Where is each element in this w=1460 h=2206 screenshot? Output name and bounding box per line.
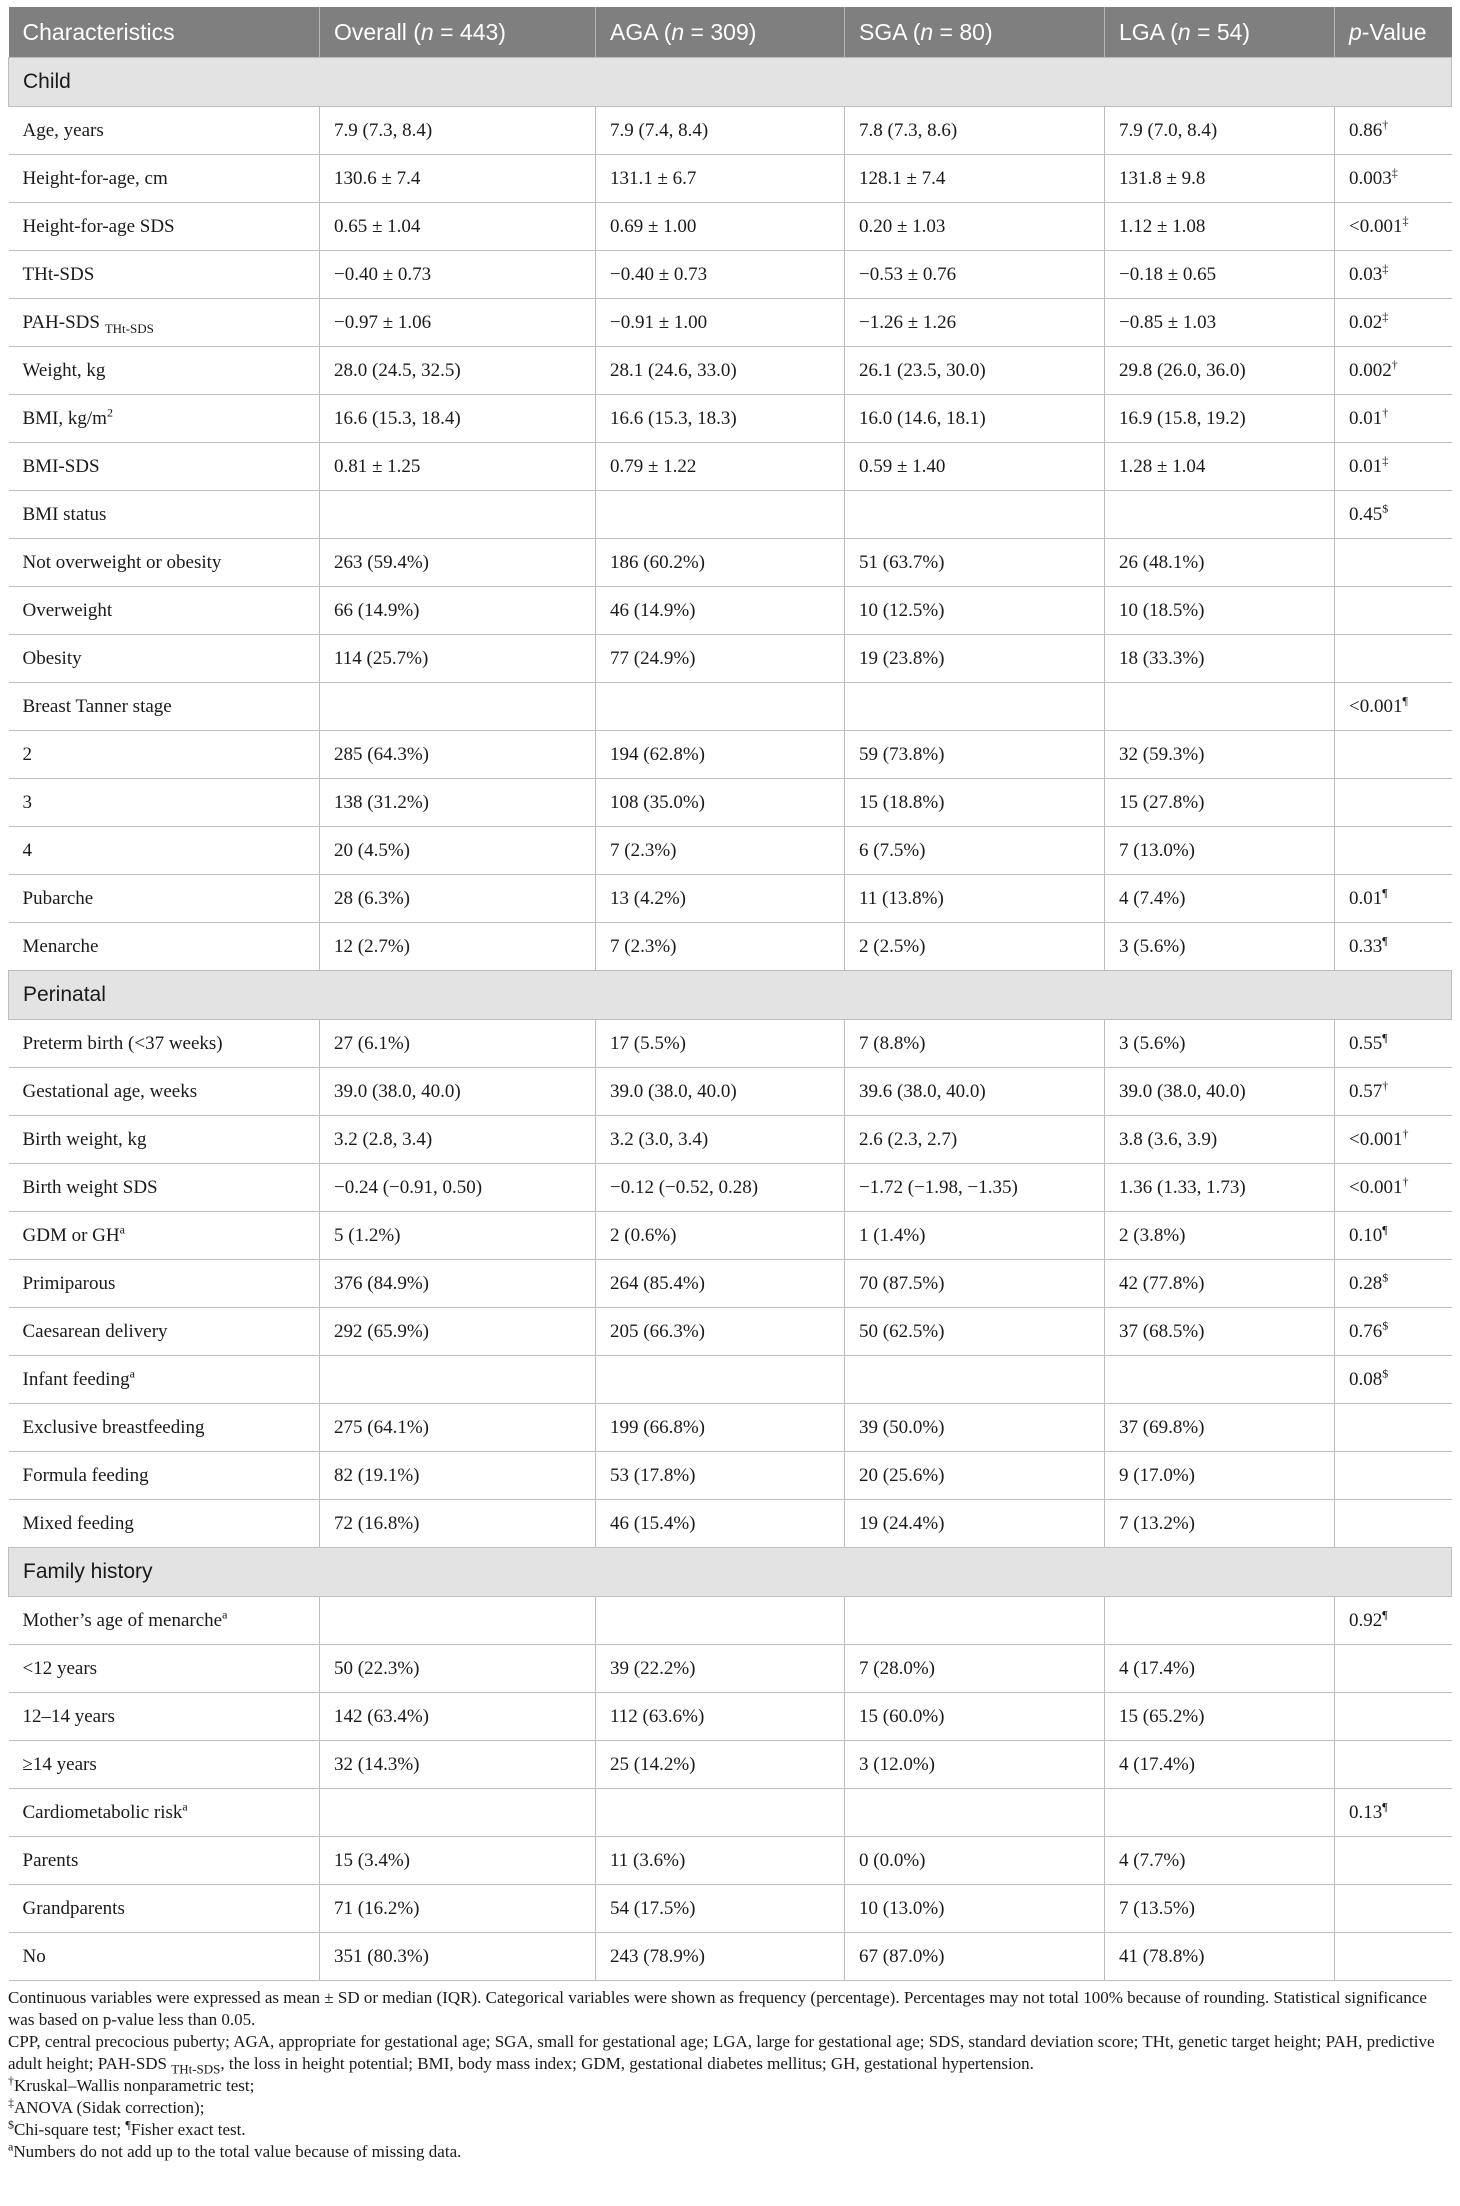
cell-p-value: 0.002†: [1335, 347, 1452, 395]
cell-lga: [1105, 1597, 1335, 1645]
cell-aga: 28.1 (24.6, 33.0): [596, 347, 845, 395]
row-label: ≥14 years: [9, 1741, 320, 1789]
cell-aga: 2 (0.6%): [596, 1212, 845, 1260]
cell-p-value: [1335, 1404, 1452, 1452]
cell-overall: 142 (63.4%): [320, 1693, 596, 1741]
cell-sga: 50 (62.5%): [845, 1308, 1105, 1356]
cell-overall: −0.97 ± 1.06: [320, 299, 596, 347]
cell-lga: 2 (3.8%): [1105, 1212, 1335, 1260]
cell-lga: 3 (5.6%): [1105, 1020, 1335, 1068]
cell-lga: 4 (17.4%): [1105, 1645, 1335, 1693]
cell-sga: [845, 1597, 1105, 1645]
cell-sga: [845, 491, 1105, 539]
table-row: [9, 1645, 1452, 1693]
footnote-missing-data: $^a$Numbers do not add up to the total value because of missing data.: [8, 2139, 462, 2161]
row-label: Grandparents: [9, 1885, 320, 1933]
header-aga: AGA (n = 309): [596, 7, 845, 58]
cell-aga: −0.12 (−0.52, 0.28): [596, 1164, 845, 1212]
cell-overall: 0.65 ± 1.04: [320, 203, 596, 251]
cell-sga: 3 (12.0%): [845, 1741, 1105, 1789]
cell-overall: 285 (64.3%): [320, 731, 596, 779]
cell-lga: 1.12 ± 1.08: [1105, 203, 1335, 251]
cell-aga: 205 (66.3%): [596, 1308, 845, 1356]
cell-aga: [596, 1356, 845, 1404]
table-row: [9, 1789, 1452, 1837]
cell-aga: [596, 1597, 845, 1645]
cell-overall: 71 (16.2%): [320, 1885, 596, 1933]
row-label: BMI status: [9, 491, 320, 539]
cell-aga: 243 (78.9%): [596, 1933, 845, 1981]
cell-lga: 7 (13.2%): [1105, 1500, 1335, 1548]
row-label: Birth weight SDS: [9, 1164, 320, 1212]
cell-p-value: 0.76$: [1335, 1308, 1452, 1356]
cell-aga: 131.1 ± 6.7: [596, 155, 845, 203]
cell-overall: 27 (6.1%): [320, 1020, 596, 1068]
cell-sga: [845, 683, 1105, 731]
cell-p-value: 0.45$: [1335, 491, 1452, 539]
table-row: [9, 1452, 1452, 1500]
cell-aga: 11 (3.6%): [596, 1837, 845, 1885]
cell-sga: 59 (73.8%): [845, 731, 1105, 779]
cell-lga: 7 (13.0%): [1105, 827, 1335, 875]
cell-lga: 41 (78.8%): [1105, 1933, 1335, 1981]
cell-aga: −0.40 ± 0.73: [596, 251, 845, 299]
row-label: Parents: [9, 1837, 320, 1885]
cell-p-value: 0.28$: [1335, 1260, 1452, 1308]
cell-sga: −0.53 ± 0.76: [845, 251, 1105, 299]
row-label: Gestational age, weeks: [9, 1068, 320, 1116]
cell-lga: 4 (17.4%): [1105, 1741, 1335, 1789]
cell-aga: 17 (5.5%): [596, 1020, 845, 1068]
table-row: [9, 155, 1452, 203]
cell-lga: 1.28 ± 1.04: [1105, 443, 1335, 491]
cell-sga: 0.59 ± 1.40: [845, 443, 1105, 491]
table-row: [9, 443, 1452, 491]
footnote-description: Continuous variables were expressed as mean ± SD or median (IQR). Categorical variables were shown as frequency (percentage). Percentages may not total 100% because of rounding. Statistical significance was based on p-value less than 0.05.: [8, 1988, 1427, 2029]
table-row: [9, 1020, 1452, 1068]
cell-p-value: [1335, 1693, 1452, 1741]
cell-sga: 15 (60.0%): [845, 1693, 1105, 1741]
cell-sga: 39 (50.0%): [845, 1404, 1105, 1452]
cell-lga: 7.9 (7.0, 8.4): [1105, 107, 1335, 155]
header-characteristics: Characteristics: [9, 7, 320, 58]
row-label: 4: [9, 827, 320, 875]
cell-aga: 186 (60.2%): [596, 539, 845, 587]
table-row: [9, 1741, 1452, 1789]
cell-lga: 37 (69.8%): [1105, 1404, 1335, 1452]
cell-overall: −0.40 ± 0.73: [320, 251, 596, 299]
table-row: [9, 587, 1452, 635]
cell-aga: −0.91 ± 1.00: [596, 299, 845, 347]
cell-overall: 32 (14.3%): [320, 1741, 596, 1789]
row-label: 3: [9, 779, 320, 827]
cell-overall: 275 (64.1%): [320, 1404, 596, 1452]
cell-aga: 54 (17.5%): [596, 1885, 845, 1933]
cell-overall: −0.24 (−0.91, 0.50): [320, 1164, 596, 1212]
cell-sga: −1.72 (−1.98, −1.35): [845, 1164, 1105, 1212]
table-row: [9, 251, 1452, 299]
row-label: Mother’s age of menarche$^a$: [9, 1597, 320, 1645]
table-row: [9, 1837, 1452, 1885]
row-label: Not overweight or obesity: [9, 539, 320, 587]
cell-p-value: <0.001†: [1335, 1116, 1452, 1164]
row-label: Birth weight, kg: [9, 1116, 320, 1164]
cell-lga: 1.36 (1.33, 1.73): [1105, 1164, 1335, 1212]
cell-p-value: 0.01‡: [1335, 443, 1452, 491]
cell-sga: 70 (87.5%): [845, 1260, 1105, 1308]
cell-overall: [320, 491, 596, 539]
row-label: GDM or $GH^a$: [9, 1212, 320, 1260]
cell-lga: 32 (59.3%): [1105, 731, 1335, 779]
table-row: [9, 875, 1452, 923]
cell-p-value: [1335, 1645, 1452, 1693]
table-row: [9, 299, 1452, 347]
cell-sga: 19 (24.4%): [845, 1500, 1105, 1548]
cell-p-value: 0.33¶: [1335, 923, 1452, 971]
cell-overall: 0.81 ± 1.25: [320, 443, 596, 491]
cell-overall: [320, 1789, 596, 1837]
cell-p-value: 0.02‡: [1335, 299, 1452, 347]
cell-lga: −0.18 ± 0.65: [1105, 251, 1335, 299]
cell-sga: 7 (28.0%): [845, 1645, 1105, 1693]
cell-aga: 3.2 (3.0, 3.4): [596, 1116, 845, 1164]
cell-lga: 9 (17.0%): [1105, 1452, 1335, 1500]
cell-lga: 131.8 ± 9.8: [1105, 155, 1335, 203]
cell-overall: [320, 683, 596, 731]
cell-overall: 263 (59.4%): [320, 539, 596, 587]
cell-lga: 26 (48.1%): [1105, 539, 1335, 587]
table-footnotes: [8, 1987, 1451, 2163]
row-label: THt-SDS: [9, 251, 320, 299]
cell-sga: 128.1 ± 7.4: [845, 155, 1105, 203]
row-label: 12–14 years: [9, 1693, 320, 1741]
table-row: [9, 1164, 1452, 1212]
cell-lga: 37 (68.5%): [1105, 1308, 1335, 1356]
cell-overall: 66 (14.9%): [320, 587, 596, 635]
cell-lga: 29.8 (26.0, 36.0): [1105, 347, 1335, 395]
cell-overall: 7.9 (7.3, 8.4): [320, 107, 596, 155]
cell-aga: 0.79 ± 1.22: [596, 443, 845, 491]
table-row: [9, 923, 1452, 971]
cell-aga: 194 (62.8%): [596, 731, 845, 779]
cell-aga: 46 (14.9%): [596, 587, 845, 635]
cell-p-value: 0.13¶: [1335, 1789, 1452, 1837]
cell-aga: 46 (15.4%): [596, 1500, 845, 1548]
row-label: Mixed feeding: [9, 1500, 320, 1548]
cell-lga: 3.8 (3.6, 3.9): [1105, 1116, 1335, 1164]
section-child-row: [9, 58, 1452, 107]
footnote-kruskal-wallis: †Kruskal–Wallis nonparametric test;: [8, 2073, 255, 2095]
row-label: Preterm birth (<37 weeks): [9, 1020, 320, 1068]
cell-aga: [596, 1789, 845, 1837]
table-row: [9, 1212, 1452, 1260]
table-row: [9, 1933, 1452, 1981]
cell-p-value: [1335, 1741, 1452, 1789]
table-row: [9, 539, 1452, 587]
cell-overall: 28 (6.3%): [320, 875, 596, 923]
cell-p-value: 0.55¶: [1335, 1020, 1452, 1068]
cell-lga: 39.0 (38.0, 40.0): [1105, 1068, 1335, 1116]
cell-p-value: 0.08$: [1335, 1356, 1452, 1404]
cell-overall: 3.2 (2.8, 3.4): [320, 1116, 596, 1164]
section-perinatal: Perinatal: [9, 971, 1452, 1020]
cell-overall: 39.0 (38.0, 40.0): [320, 1068, 596, 1116]
cell-lga: 15 (27.8%): [1105, 779, 1335, 827]
row-label: Caesarean delivery: [9, 1308, 320, 1356]
cell-aga: 7 (2.3%): [596, 923, 845, 971]
cell-sga: 7.8 (7.3, 8.6): [845, 107, 1105, 155]
cell-aga: 25 (14.2%): [596, 1741, 845, 1789]
row-label: Overweight: [9, 587, 320, 635]
row-label: Menarche: [9, 923, 320, 971]
cell-overall: 138 (31.2%): [320, 779, 596, 827]
cell-sga: 20 (25.6%): [845, 1452, 1105, 1500]
cell-lga: −0.85 ± 1.03: [1105, 299, 1335, 347]
cell-lga: 4 (7.4%): [1105, 875, 1335, 923]
cell-p-value: <0.001¶: [1335, 683, 1452, 731]
section-child: Child: [9, 58, 1452, 107]
cell-sga: 2.6 (2.3, 2.7): [845, 1116, 1105, 1164]
row-label: 2: [9, 731, 320, 779]
cell-lga: [1105, 683, 1335, 731]
header-sga: SGA (n = 80): [845, 7, 1105, 58]
cell-p-value: 0.86†: [1335, 107, 1452, 155]
cell-sga: 67 (87.0%): [845, 1933, 1105, 1981]
cell-p-value: 0.01¶: [1335, 875, 1452, 923]
table-row: [9, 347, 1452, 395]
cell-p-value: [1335, 1837, 1452, 1885]
cell-aga: 7 (2.3%): [596, 827, 845, 875]
cell-overall: 28.0 (24.5, 32.5): [320, 347, 596, 395]
row-label: <12 years: [9, 1645, 320, 1693]
cell-sga: 16.0 (14.6, 18.1): [845, 395, 1105, 443]
cell-p-value: [1335, 587, 1452, 635]
cell-sga: 6 (7.5%): [845, 827, 1105, 875]
cell-sga: 11 (13.8%): [845, 875, 1105, 923]
cell-p-value: 0.003‡: [1335, 155, 1452, 203]
cell-lga: 42 (77.8%): [1105, 1260, 1335, 1308]
table-row: [9, 731, 1452, 779]
header-lga: LGA (n = 54): [1105, 7, 1335, 58]
cell-aga: 264 (85.4%): [596, 1260, 845, 1308]
cell-p-value: [1335, 827, 1452, 875]
cell-aga: 112 (63.6%): [596, 1693, 845, 1741]
cell-sga: 7 (8.8%): [845, 1020, 1105, 1068]
cell-p-value: <0.001‡: [1335, 203, 1452, 251]
cell-p-value: <0.001†: [1335, 1164, 1452, 1212]
header-overall: Overall (n = 443): [320, 7, 596, 58]
cell-aga: 39 (22.2%): [596, 1645, 845, 1693]
table-row: [9, 827, 1452, 875]
row-label: BMI, $kg/m^2$: [9, 395, 320, 443]
cell-sga: 10 (12.5%): [845, 587, 1105, 635]
table-row: [9, 203, 1452, 251]
table-row: [9, 1500, 1452, 1548]
cell-overall: 351 (80.3%): [320, 1933, 596, 1981]
cell-overall: 114 (25.7%): [320, 635, 596, 683]
cell-p-value: [1335, 1452, 1452, 1500]
header-row: [9, 7, 1452, 58]
table-row: [9, 1404, 1452, 1452]
row-label: Weight, kg: [9, 347, 320, 395]
cell-p-value: [1335, 635, 1452, 683]
cell-aga: 0.69 ± 1.00: [596, 203, 845, 251]
cell-p-value: 0.01†: [1335, 395, 1452, 443]
section-family-history: Family history: [9, 1548, 1452, 1597]
cell-overall: 5 (1.2%): [320, 1212, 596, 1260]
table-row: [9, 1693, 1452, 1741]
cell-aga: 13 (4.2%): [596, 875, 845, 923]
cell-sga: 15 (18.8%): [845, 779, 1105, 827]
table-row: [9, 683, 1452, 731]
row-label: PAH-SDS $_{THt-SDS}$: [9, 299, 320, 347]
cell-sga: 1 (1.4%): [845, 1212, 1105, 1260]
footnote-tests: $Chi-square test; ¶Fisher exact test.: [8, 2117, 246, 2139]
table-row: [9, 1356, 1452, 1404]
cell-sga: 10 (13.0%): [845, 1885, 1105, 1933]
table-container: [8, 7, 1451, 2163]
cell-sga: 39.6 (38.0, 40.0): [845, 1068, 1105, 1116]
cell-sga: [845, 1356, 1105, 1404]
cell-aga: 108 (35.0%): [596, 779, 845, 827]
cell-lga: 18 (33.3%): [1105, 635, 1335, 683]
cell-overall: 15 (3.4%): [320, 1837, 596, 1885]
cell-lga: [1105, 1356, 1335, 1404]
cell-p-value: 0.92¶: [1335, 1597, 1452, 1645]
row-label: No: [9, 1933, 320, 1981]
cell-overall: [320, 1597, 596, 1645]
cell-overall: [320, 1356, 596, 1404]
cell-overall: 50 (22.3%): [320, 1645, 596, 1693]
table-row: [9, 1260, 1452, 1308]
row-label: Age, years: [9, 107, 320, 155]
cell-overall: 82 (19.1%): [320, 1452, 596, 1500]
table-row: [9, 395, 1452, 443]
table-row: [9, 1308, 1452, 1356]
cell-p-value: [1335, 1933, 1452, 1981]
row-label: Height-for-age SDS: [9, 203, 320, 251]
table-row: [9, 779, 1452, 827]
cell-aga: [596, 491, 845, 539]
cell-sga: −1.26 ± 1.26: [845, 299, 1105, 347]
row-label: Height-for-age, cm: [9, 155, 320, 203]
cell-p-value: 0.57†: [1335, 1068, 1452, 1116]
cell-sga: [845, 1789, 1105, 1837]
cell-lga: 3 (5.6%): [1105, 923, 1335, 971]
cell-lga: [1105, 1789, 1335, 1837]
cell-sga: 2 (2.5%): [845, 923, 1105, 971]
header-p-value: p-Value: [1335, 7, 1452, 58]
cell-p-value: [1335, 731, 1452, 779]
cell-aga: 77 (24.9%): [596, 635, 845, 683]
cell-lga: 15 (65.2%): [1105, 1693, 1335, 1741]
characteristics-table: [8, 7, 1452, 1981]
table-row: [9, 1597, 1452, 1645]
footnote-anova: ‡ANOVA (Sidak correction);: [8, 2095, 205, 2117]
cell-p-value: [1335, 539, 1452, 587]
row-label: Formula feeding: [9, 1452, 320, 1500]
cell-aga: [596, 683, 845, 731]
row-label: Exclusive breastfeeding: [9, 1404, 320, 1452]
cell-p-value: 0.10¶: [1335, 1212, 1452, 1260]
cell-lga: 16.9 (15.8, 19.2): [1105, 395, 1335, 443]
cell-overall: 72 (16.8%): [320, 1500, 596, 1548]
row-label: Breast Tanner stage: [9, 683, 320, 731]
cell-overall: 292 (65.9%): [320, 1308, 596, 1356]
row-label: Obesity: [9, 635, 320, 683]
cell-p-value: [1335, 1500, 1452, 1548]
table-row: [9, 1116, 1452, 1164]
cell-overall: 16.6 (15.3, 18.4): [320, 395, 596, 443]
row-label: Infant feeding$^a$: [9, 1356, 320, 1404]
cell-aga: 39.0 (38.0, 40.0): [596, 1068, 845, 1116]
cell-aga: 53 (17.8%): [596, 1452, 845, 1500]
cell-p-value: [1335, 779, 1452, 827]
cell-lga: 10 (18.5%): [1105, 587, 1335, 635]
table-row: [9, 1068, 1452, 1116]
row-label: Primiparous: [9, 1260, 320, 1308]
table-row: [9, 107, 1452, 155]
cell-sga: 26.1 (23.5, 30.0): [845, 347, 1105, 395]
cell-overall: 376 (84.9%): [320, 1260, 596, 1308]
cell-overall: 130.6 ± 7.4: [320, 155, 596, 203]
cell-lga: [1105, 491, 1335, 539]
cell-lga: 7 (13.5%): [1105, 1885, 1335, 1933]
cell-overall: 12 (2.7%): [320, 923, 596, 971]
footnote-abbreviations: CPP, central precocious puberty; AGA, appropriate for gestational age; SGA, small for gestational age; LGA, large for gestational age; SDS, standard deviation score; THt, genetic target height; PAH, predictive adult height; PAH-SDS $_{THt-SDS}$, the loss in height potential; BMI, body mass index; GDM, gestational diabetes mellitus; GH, gestational hypertension.: [8, 2032, 1435, 2077]
cell-overall: 20 (4.5%): [320, 827, 596, 875]
table-row: [9, 491, 1452, 539]
table-row: [9, 1885, 1452, 1933]
row-label: BMI-SDS: [9, 443, 320, 491]
cell-aga: 199 (66.8%): [596, 1404, 845, 1452]
cell-sga: 51 (63.7%): [845, 539, 1105, 587]
cell-sga: 19 (23.8%): [845, 635, 1105, 683]
row-label: Pubarche: [9, 875, 320, 923]
section-family-row: [9, 1548, 1452, 1597]
cell-sga: 0 (0.0%): [845, 1837, 1105, 1885]
cell-p-value: [1335, 1885, 1452, 1933]
cell-p-value: 0.03‡: [1335, 251, 1452, 299]
section-perinatal-row: [9, 971, 1452, 1020]
cell-sga: 0.20 ± 1.03: [845, 203, 1105, 251]
table-row: [9, 635, 1452, 683]
row-label: Cardiometabolic risk$^a$: [9, 1789, 320, 1837]
cell-aga: 7.9 (7.4, 8.4): [596, 107, 845, 155]
cell-lga: 4 (7.7%): [1105, 1837, 1335, 1885]
cell-aga: 16.6 (15.3, 18.3): [596, 395, 845, 443]
